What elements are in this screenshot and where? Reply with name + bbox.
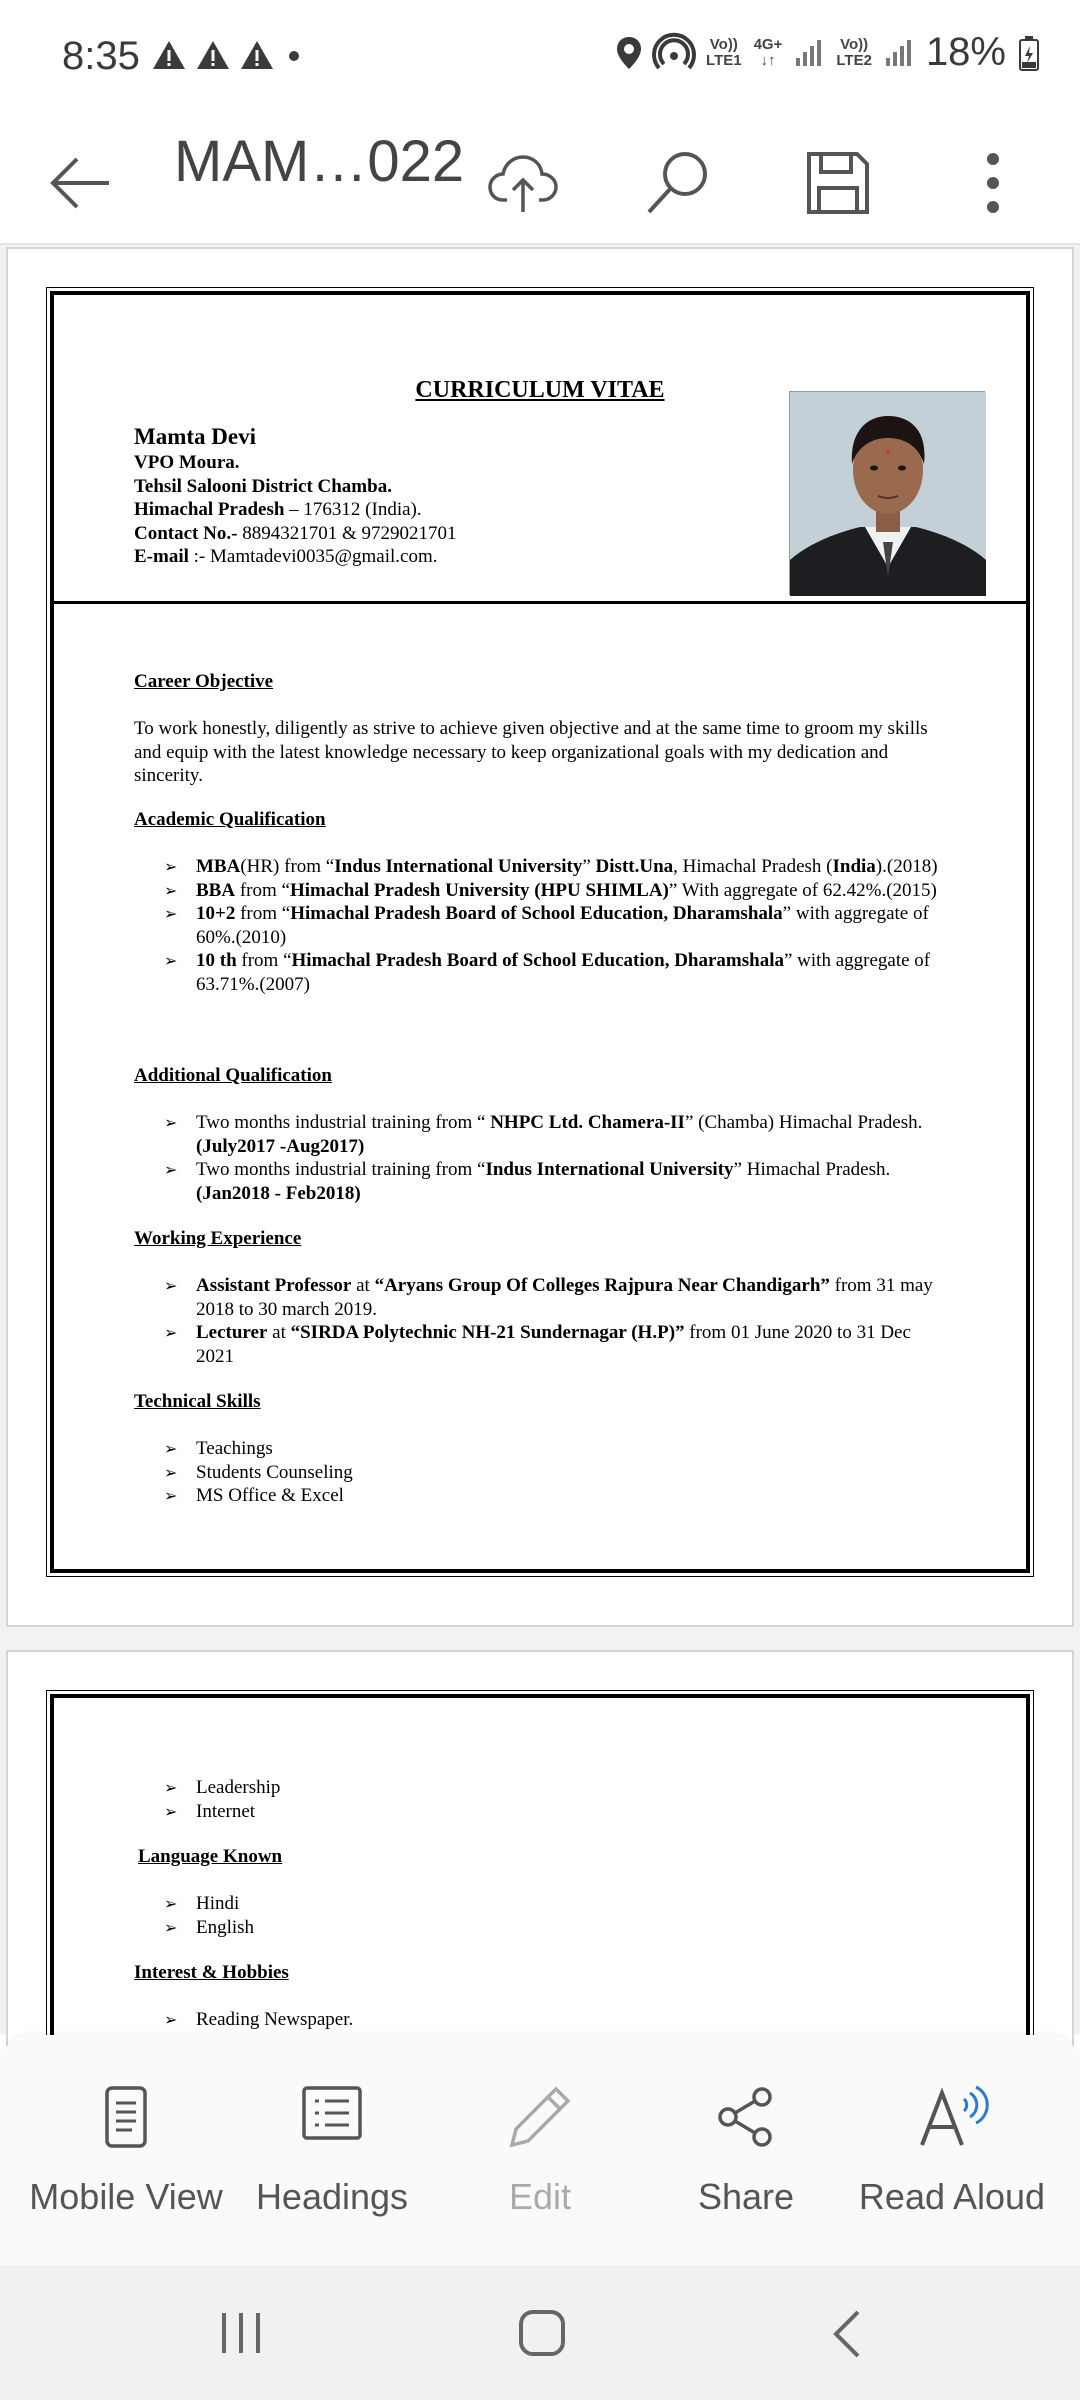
header-divider xyxy=(54,601,1026,604)
profile-photo xyxy=(789,391,985,595)
battery-level: 18% xyxy=(925,30,1006,74)
system-icons xyxy=(616,30,1040,75)
navigation-bar xyxy=(0,2265,1080,2400)
language-list xyxy=(164,1892,944,1939)
list-item: ➢ Teachings xyxy=(164,1437,944,1461)
list-item: ➢ MBA(HR) from “Indus International University” Distt.Una, Himachal Pradesh (India).(2018) xyxy=(164,855,944,879)
list-item: ➢ 10+2 from “Himachal Pradesh Board of School Education, Dharamshala” with aggregate of 60%.(2010) xyxy=(164,902,944,949)
list-item: ➢ Assistant Professor at “Aryans Group Of Colleges Rajpura Near Chandigarh” from 31 may 2018 to 30 march 2019. xyxy=(164,1274,944,1321)
share-label: Share xyxy=(697,2176,795,2217)
bottom-toolbar xyxy=(0,2035,1080,2265)
battery-icon xyxy=(1018,35,1040,71)
recent-apps-icon[interactable] xyxy=(218,2311,264,2355)
home-icon[interactable] xyxy=(518,2309,566,2357)
search-icon xyxy=(643,148,713,218)
headings-icon xyxy=(301,2085,363,2141)
skills-continued-list xyxy=(164,1776,944,1823)
document-title[interactable]: MAM…022 xyxy=(174,129,465,194)
additional-list xyxy=(164,1111,944,1205)
alert-icon xyxy=(240,40,274,70)
mobile-view-icon xyxy=(104,2085,148,2149)
share-button[interactable] xyxy=(646,2035,846,2265)
cloud-upload-icon xyxy=(487,152,559,214)
share-icon xyxy=(714,2085,778,2149)
volte-lte1: Vo)) LTE1 xyxy=(706,35,742,69)
hobbies-list xyxy=(164,2008,944,2032)
list-item: ➢ Internet xyxy=(164,1800,944,1824)
more-vert-icon xyxy=(983,151,1003,215)
list-item: ➢ Students Counseling xyxy=(164,1461,944,1485)
candidate-name: Mamta Devi xyxy=(134,424,256,449)
contact-number: Contact No.- 8894321701 & 9729021701 xyxy=(134,522,457,544)
more-options-button[interactable] xyxy=(945,120,1040,245)
document-page-1 xyxy=(6,247,1074,1627)
upload-button[interactable] xyxy=(470,120,575,245)
work-list xyxy=(164,1274,944,1368)
address-line-1: VPO Moura. xyxy=(134,452,240,473)
section-working-experience: Working Experience xyxy=(134,1228,302,1249)
signal-icon xyxy=(794,38,824,68)
list-item: ➢ Hindi xyxy=(164,1892,944,1916)
section-language-known: Language Known xyxy=(138,1846,283,1867)
save-button[interactable] xyxy=(785,120,890,245)
back-icon[interactable] xyxy=(830,2309,862,2359)
address-line-2: Tehsil Salooni District Chamba. xyxy=(134,475,392,497)
alert-icon xyxy=(152,40,186,70)
mobile-view-label: Mobile View xyxy=(29,2176,223,2217)
academic-list xyxy=(164,855,944,996)
alert-icon xyxy=(196,40,230,70)
list-item: ➢ Leadership xyxy=(164,1776,944,1800)
list-item: ➢ Two months industrial training from “Indus International University” Himachal Pradesh.(Jan2018 - Feb2018) xyxy=(164,1158,944,1205)
email: E-mail :- Mamtadevi0035@gmail.com. xyxy=(134,546,438,567)
hotspot-icon xyxy=(654,36,694,70)
cv-title: CURRICULUM VITAE xyxy=(415,377,665,403)
address-line-3: Himachal Pradesh – 176312 (India). xyxy=(134,499,422,520)
list-item: ➢ Lecturer at “SIRDA Polytechnic NH-21 Sundernagar (H.P)” from 01 June 2020 to 31 Dec 2021 xyxy=(164,1321,944,1368)
headings-button[interactable] xyxy=(232,2035,432,2265)
headings-label: Headings xyxy=(255,2176,409,2217)
location-icon xyxy=(616,36,642,70)
list-item: ➢ Two months industrial training from “ NHPC Ltd. Chamera-II” (Chamba) Himachal Pradesh.(July2017 -Aug2017) xyxy=(164,1111,944,1158)
section-additional-qualification: Additional Qualification xyxy=(134,1065,332,1086)
back-arrow-icon xyxy=(45,153,115,213)
edit-label: Edit xyxy=(508,2176,572,2217)
read-aloud-icon xyxy=(916,2085,988,2149)
network-type: 4G+ ↓↑ xyxy=(753,35,783,69)
person-photo-icon xyxy=(790,392,986,596)
pencil-icon xyxy=(508,2085,572,2149)
edit-button[interactable] xyxy=(440,2035,640,2265)
app-bar xyxy=(0,120,1080,245)
save-icon xyxy=(805,150,871,216)
notification-icons xyxy=(152,40,304,70)
contact-info xyxy=(134,423,456,569)
status-bar xyxy=(0,0,1080,120)
read-aloud-label: Read Aloud xyxy=(858,2176,1046,2217)
list-item: ➢ Reading Newspaper. xyxy=(164,2008,944,2032)
section-academic-qualification: Academic Qualification xyxy=(134,809,326,830)
search-button[interactable] xyxy=(625,120,730,245)
mobile-view-button[interactable] xyxy=(26,2035,226,2265)
clock: 8:35 xyxy=(62,34,140,78)
list-item: ➢ BBA from “Himachal Pradesh University (HPU SHIMLA)” With aggregate of 62.42%.(2015) xyxy=(164,879,944,903)
section-interest-hobbies: Interest & Hobbies xyxy=(134,1962,289,1983)
page-border xyxy=(50,291,1030,1573)
career-objective-text: To work honestly, diligently as strive to achieve given objective and at the same time to groom my skills and equip with the latest knowledge necessary to keep organizational goals with my dedication and sincerity. xyxy=(134,718,928,786)
list-item: ➢ English xyxy=(164,1916,944,1940)
signal-icon xyxy=(884,38,914,68)
section-career-objective: Career Objective xyxy=(134,671,274,692)
list-item: ➢ 10 th from “Himachal Pradesh Board of School Education, Dharamshala” with aggregate of 63.71%.(2007) xyxy=(164,949,944,996)
list-item: ➢ MS Office & Excel xyxy=(164,1484,944,1508)
document-view[interactable] xyxy=(0,245,1080,2035)
read-aloud-button[interactable] xyxy=(852,2035,1052,2265)
volte-lte2: Vo)) LTE2 xyxy=(836,35,872,69)
dot-icon xyxy=(284,40,304,70)
section-technical-skills: Technical Skills xyxy=(134,1391,261,1412)
skills-list xyxy=(164,1437,944,1508)
back-button[interactable] xyxy=(30,120,130,245)
